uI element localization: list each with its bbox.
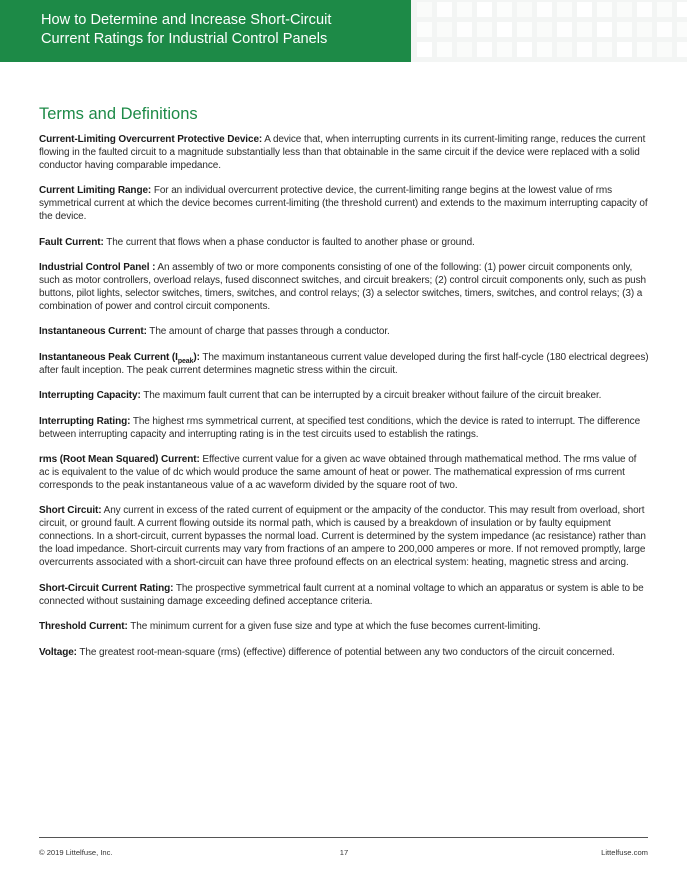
definition-term <box>39 454 200 465</box>
definition-term <box>39 352 200 363</box>
header-tile <box>457 22 472 37</box>
header-tile <box>597 2 612 17</box>
definition-term <box>39 505 102 516</box>
header-tile <box>677 2 687 17</box>
definition-item <box>39 237 649 250</box>
term-text: Short Circuit: <box>39 505 102 517</box>
definition-text: An assembly of two or more components consisting of one of the following: (1) power circuit components only, such as motor controllers, overload relays, fused disconnect switches, and circuit breakers; (2) control circuit components only, such as push buttons, pilot lights, selector switches, timers, switches, and control relays; (3) a selector switches, timers, switches, and control relays; (3) a combination of power and control circuit components. <box>39 262 647 312</box>
header-tile <box>557 42 572 57</box>
header-tile <box>537 2 552 17</box>
definition-term <box>39 185 151 196</box>
header-tile <box>517 42 532 57</box>
footer-page-number: 17 <box>339 848 349 857</box>
header-tile <box>457 2 472 17</box>
footer-copyright: © 2019 Littelfuse, Inc. <box>39 848 113 857</box>
header-tile <box>417 2 432 17</box>
definition-item <box>39 262 649 314</box>
header-tile <box>657 2 672 17</box>
term-text: Current Limiting Range: <box>39 185 152 197</box>
page-header <box>0 0 687 62</box>
header-tile <box>637 42 652 57</box>
definition-term <box>39 134 262 145</box>
definition-item <box>39 185 649 224</box>
definition-term <box>39 647 77 658</box>
header-tile-pattern <box>411 0 687 62</box>
header-tile <box>417 22 432 37</box>
term-text: Threshold Current: <box>39 621 128 632</box>
term-end: ): <box>193 351 200 363</box>
header-tile <box>497 2 512 17</box>
definition-text: The maximum instantaneous current value developed during the first half-cycle (180 electrical degrees) after fault inception. The peak current determines magnetic stress within the circuit. <box>39 351 649 376</box>
header-tile <box>617 22 632 37</box>
definition-term <box>39 262 155 273</box>
title-line-2: Current Ratings for Industrial Control Panels <box>41 31 328 47</box>
term-text: Interrupting Capacity: <box>39 390 141 402</box>
term-text: Fault Current: <box>39 236 104 248</box>
term-text: Instantaneous Peak Current (I <box>39 351 178 363</box>
definition-text: For an individual overcurrent protective device, the current-limiting range begins at the lowest value of rms symmetrical current at which the device becomes current-limiting (the threshold current) and extends to the maximum interrupting capacity of the device. <box>39 185 648 223</box>
definition-text: Effective current value for a given ac wave obtained through mathematical method. The rms value of ac is equivalent to the value of dc which would produce the same amount of heat or power. The mathematical expression of rms current corresponds to the peak instantaneous value of a ac waveform divided by the square root of two. <box>39 454 637 491</box>
header-tile <box>637 22 652 37</box>
header-tile <box>497 22 512 37</box>
term-text: rms (Root Mean Squared) Current: <box>39 454 200 466</box>
header-tile <box>657 42 672 57</box>
header-tile <box>457 42 472 57</box>
definitions-list <box>39 134 649 672</box>
definition-item <box>39 416 649 442</box>
header-tile <box>597 42 612 57</box>
header-tile <box>537 22 552 37</box>
header-tile <box>677 42 687 57</box>
definition-term <box>39 326 147 337</box>
header-tile <box>577 42 592 57</box>
definition-item <box>39 454 649 493</box>
definition-text: The minimum current for a given fuse size and type at which the fuse becomes current-limiting. <box>127 621 541 632</box>
header-tile <box>477 22 492 37</box>
header-tile <box>537 42 552 57</box>
definition-text: The greatest root-mean-square (rms) (effective) difference of potential between any two conductors of the circuit concerned. <box>76 646 615 658</box>
definition-text: The amount of charge that passes through a conductor. <box>146 326 390 338</box>
term-text: Instantaneous Current: <box>39 326 147 338</box>
term-text: Interrupting Rating: <box>39 415 131 427</box>
definition-item <box>39 390 649 403</box>
section-title: Terms and Definitions <box>39 105 198 123</box>
term-text: Voltage: <box>39 646 77 658</box>
header-tile <box>657 22 672 37</box>
definition-item <box>39 583 649 609</box>
definition-term <box>39 416 130 427</box>
definition-item <box>39 134 649 173</box>
definition-term <box>39 237 104 248</box>
definition-text: Any current in excess of the rated current of equipment or the ampacity of the conductor. This may result from overload, short circuit, or ground fault. A current flowing outside its normal path, which is caused by a breakdown of insulation or by faulty equipment connections. In a short-circuit, current bypasses the normal load. Current is determined by the system impedance (ac resistance) rather than the load impedance. Short-circuit currents may vary from fractions of an ampere to 200,000 amperes or more. If not removed promptly, large overcurrents associated with a short-circuit can have three profound effects on an electrical system: heating, magnetic stress and arcing. <box>39 505 646 569</box>
term-text: Industrial Control Panel : <box>39 262 156 274</box>
footer-divider <box>39 837 648 838</box>
definition-term <box>39 583 173 594</box>
definition-item <box>39 505 649 570</box>
header-tile <box>477 42 492 57</box>
header-tile <box>437 22 452 37</box>
document-title <box>41 11 401 49</box>
header-tile <box>477 2 492 17</box>
term-subscript: peak <box>177 357 194 365</box>
footer-website: Littelfuse.com <box>601 848 648 857</box>
header-tile <box>517 22 532 37</box>
header-tile <box>677 22 687 37</box>
definition-item <box>39 326 649 339</box>
header-tile <box>557 2 572 17</box>
header-tile <box>557 22 572 37</box>
definition-text: The highest rms symmetrical current, at specified test conditions, which the device is rated to interrupt. The difference between interrupting capacity and interrupting rating is in the test circuits used to establish the ratings. <box>39 415 641 440</box>
header-tile <box>417 42 432 57</box>
header-tile <box>617 2 632 17</box>
definition-text: The current that flows when a phase conductor is faulted to another phase or ground. <box>103 236 475 248</box>
header-tile <box>517 2 532 17</box>
term-text: Current-Limiting Overcurrent Protective Device: <box>39 134 263 145</box>
header-tile <box>617 42 632 57</box>
title-line-1: How to Determine and Increase Short-Circuit <box>41 12 332 28</box>
definition-text: A device that, when interrupting currents in its current-limiting range, reduces the current flowing in the faulted circuit to a magnitude substantially less than that obtainable in the same circuit if the device were replaced with a solid conductor having comparable impedance. <box>39 134 646 171</box>
definition-item <box>39 352 649 378</box>
header-tile <box>437 42 452 57</box>
header-tile <box>637 2 652 17</box>
header-banner <box>0 0 411 62</box>
definition-item <box>39 621 649 634</box>
definition-text: The prospective symmetrical fault current at a nominal voltage to which an apparatus or system is able to be connected without sustaining damage exceeding defined acceptance criteria. <box>39 582 644 607</box>
header-tile <box>577 22 592 37</box>
term-text: Short-Circuit Current Rating: <box>39 582 174 594</box>
definition-item <box>39 647 649 660</box>
header-tile <box>577 2 592 17</box>
definition-term <box>39 390 141 401</box>
definition-text: The maximum fault current that can be interrupted by a circuit breaker without failure of the circuit breaker. <box>140 390 602 402</box>
header-tile <box>497 42 512 57</box>
header-tile <box>597 22 612 37</box>
header-tile <box>437 2 452 17</box>
definition-term <box>39 621 128 632</box>
